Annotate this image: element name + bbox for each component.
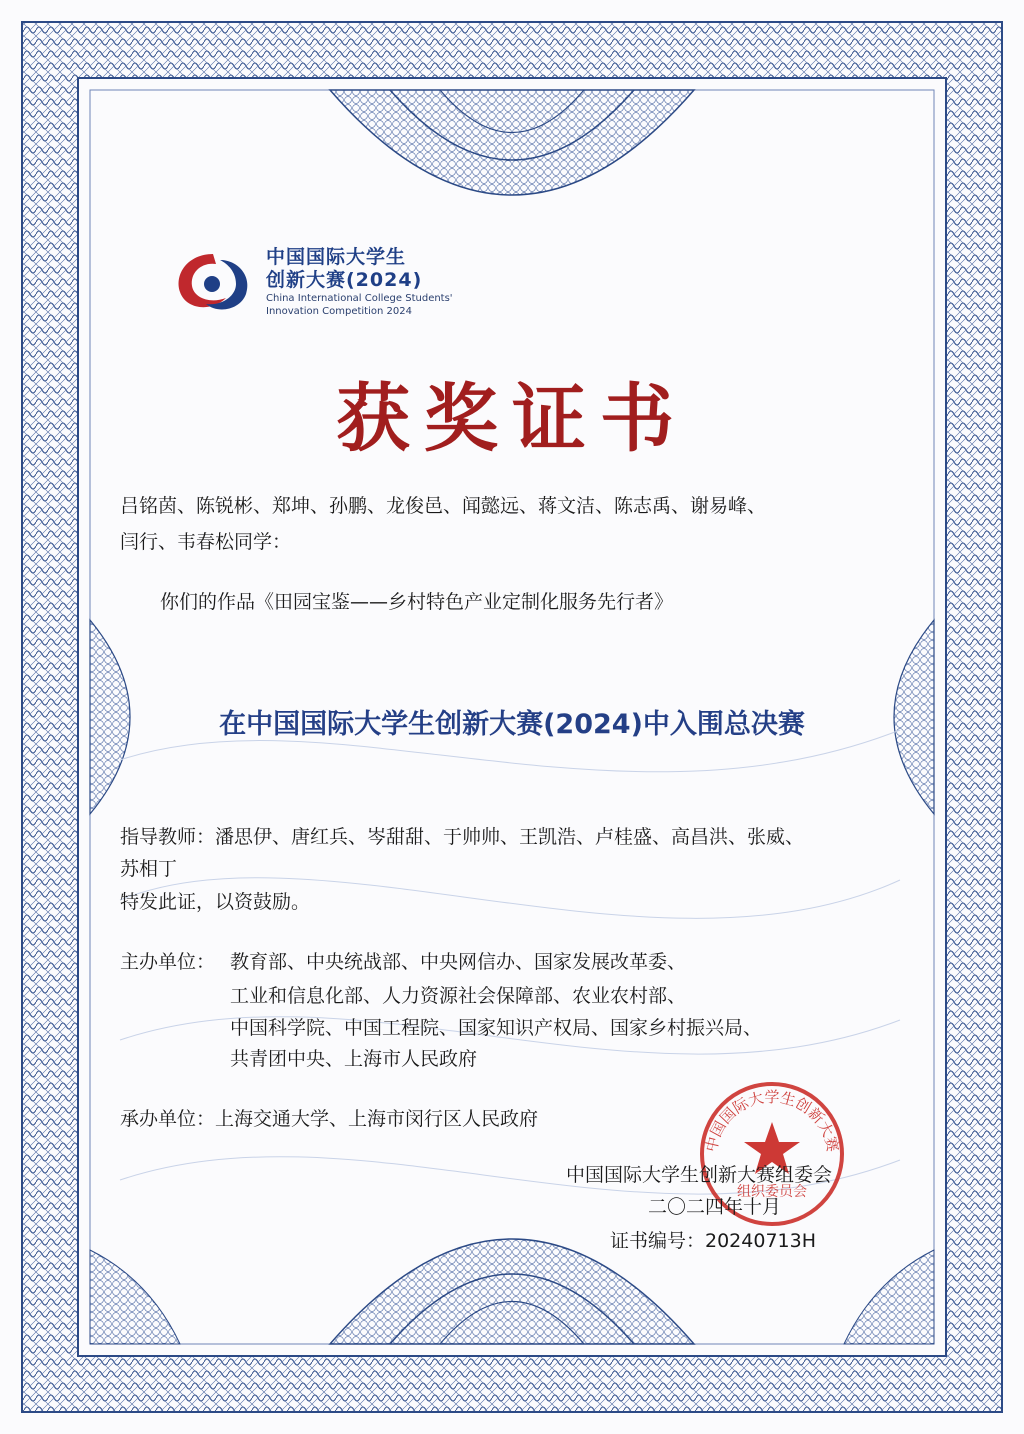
award-line: 在中国国际大学生创新大赛(2024)中入围总决赛 <box>219 709 805 740</box>
issuer-name: 中国国际大学生创新大赛组委会 <box>566 1164 833 1186</box>
hosts-line-4: 共青团中央、上海市人民政府 <box>230 1048 478 1070</box>
certificate-title: 获奖证书 <box>336 376 688 462</box>
logo-title-cn-line1: 中国国际大学生 <box>266 246 407 268</box>
work-title-line: 你们的作品《田园宝鉴——乡村特色产业定制化服务先行者》 <box>160 591 674 613</box>
issue-date: 二〇二四年十月 <box>648 1196 782 1218</box>
logo-mark-icon <box>168 246 258 316</box>
certificate-number: 证书编号：20240713H <box>610 1230 816 1252</box>
logo-title-cn-line2: 创新大赛(2024) <box>266 269 423 291</box>
competition-logo <box>168 246 488 326</box>
hosts-line-2: 工业和信息化部、人力资源社会保障部、农业农村部、 <box>230 985 687 1007</box>
organizers-line: 承办单位：上海交通大学、上海市闵行区人民政府 <box>120 1108 539 1130</box>
hosts-label: 主办单位： <box>120 951 216 973</box>
logo-title-en-line2: Innovation Competition 2024 <box>266 306 412 317</box>
seal-inner-text: 组织委员会 <box>737 1184 807 1200</box>
students-line-2: 闫行、韦春松同学： <box>120 531 292 553</box>
advisors-line-1: 指导教师：潘思伊、唐红兵、岑甜甜、于帅帅、王凯浩、卢桂盛、高昌洪、张威、 <box>120 826 805 848</box>
advisors-line-2: 苏相丁 <box>120 858 178 880</box>
hosts-line-3: 中国科学院、中国工程院、国家知识产权局、国家乡村振兴局、 <box>230 1017 763 1039</box>
hosts-line-1: 教育部、中央统战部、中央网信办、国家发展改革委、 <box>230 951 687 973</box>
logo-title-en-line1: China International College Students' <box>266 293 453 304</box>
seal-outer-text: 中国国际大学生创新大赛 <box>702 1088 842 1154</box>
students-line-1: 吕铭茵、陈锐彬、郑坤、孙鹏、龙俊邑、闻懿远、蒋文洁、陈志禹、谢易峰、 <box>120 495 767 517</box>
encourage-line: 特发此证，以资鼓励。 <box>120 891 311 913</box>
